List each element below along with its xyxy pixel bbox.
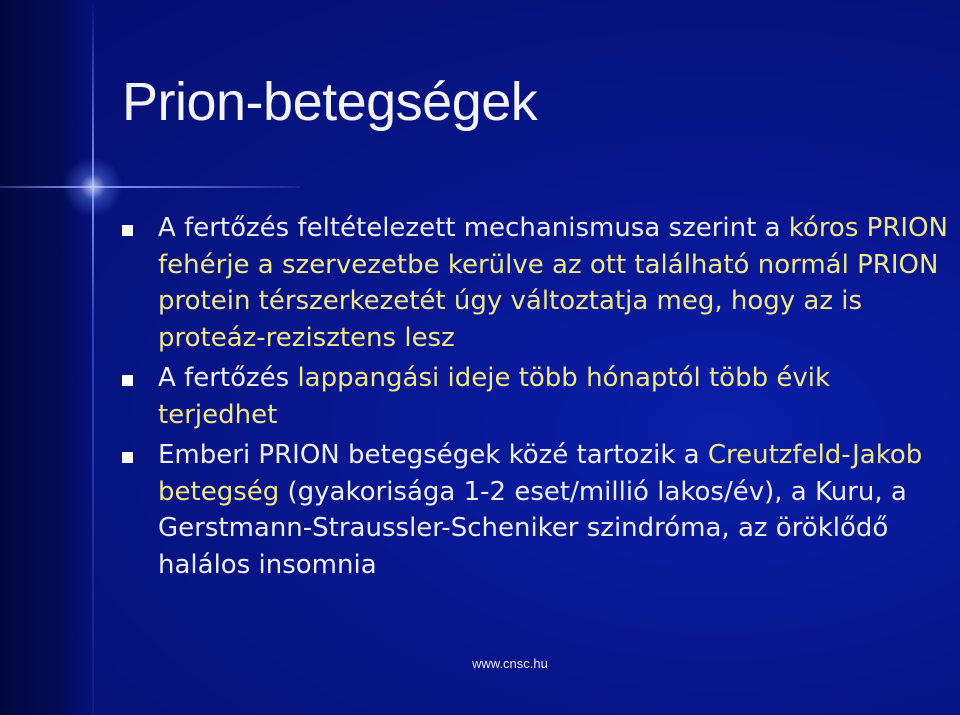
bullet-item-incubation: [158, 360, 948, 433]
bullet-text-rest: (gyakorisága 1-2 eset/millió lakos/év), a Kuru, a Gerstmann-Straussler-Scheniker szindróma, az öröklődő halálos insomnia: [158, 476, 907, 580]
vertical-accent-line: [92, 0, 94, 715]
square-bullet-icon: [122, 375, 133, 386]
bullet-highlight: Creutzfeld-Jakob betegség: [158, 440, 923, 507]
bullet-highlight: lappangási ideje több hónaptól több évik terjedhet: [158, 363, 831, 430]
bullet-text: Emberi PRION betegségek közé tartozik a: [158, 440, 700, 470]
bullet-list: [158, 210, 948, 587]
slide-title: Prion-betegségek: [122, 72, 538, 132]
square-bullet-icon: [122, 452, 133, 463]
bullet-text: A fertőzés feltételezett mechanismusa szerint a: [158, 213, 781, 243]
footer-url: www.cnsc.hu: [472, 656, 548, 671]
left-decorative-band: [0, 0, 93, 715]
square-bullet-icon: [122, 225, 133, 236]
bullet-item-diseases: [158, 437, 948, 583]
bullet-highlight: kóros PRION fehérje a szervezetbe kerülve az ott található normál PRION protein térszerkezetét úgy változtatja meg, hogy az is proteáz-rezisztens lesz: [158, 213, 948, 353]
light-flare-icon: [63, 157, 123, 217]
horizontal-accent-line: [0, 186, 300, 188]
bullet-item-mechanism: [158, 210, 948, 356]
bullet-text: A fertőzés: [158, 363, 290, 393]
